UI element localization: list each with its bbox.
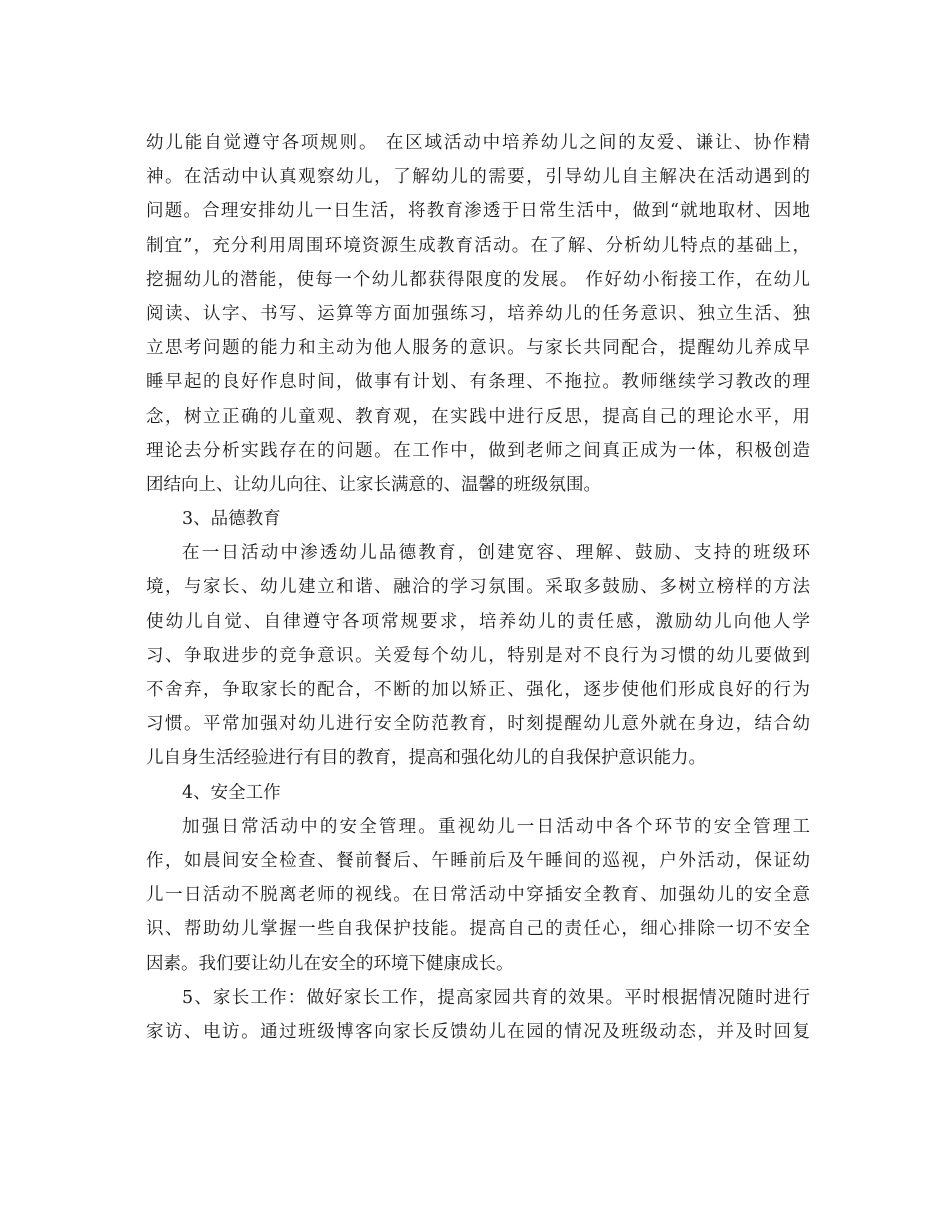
text-line: 挖掘幼儿的潜能，使每一个幼儿都获得限度的发展。 作好幼小衔接工作，在幼儿 [146,269,810,290]
text-line: 因素。我们要让幼儿在安全的环境下健康成长。 [146,953,514,974]
text-line: 儿一日活动不脱离老师的视线。在日常活动中穿插安全教育、加强幼儿的安全意 [146,885,810,906]
text-line: 习、争取进步的竞争意识。关爱每个幼儿，特别是对不良行为习惯的幼儿要做到 [146,645,810,666]
text-line: 神。在活动中认真观察幼儿，了解幼儿的需要，引导幼儿自主解决在活动遇到的 [146,167,810,188]
text-line: 制宜”，充分利用周围环境资源生成教育活动。在了解、分析幼儿特点的基础上， [146,235,810,256]
text-line: 作，如晨间安全检查、餐前餐后、午睡前后及午睡间的巡视，户外活动，保证幼 [146,850,810,871]
text-line: 儿自身生活经验进行有目的教育，提高和强化幼儿的自我保护意识能力。 [146,748,706,769]
text-line: 4、安全工作 [182,782,281,803]
text-line: 念，树立正确的儿童观、教育观，在实践中进行反思，提高自己的理论水平，用 [146,406,810,427]
text-line: 睡早起的良好作息时间，做事有计划、有条理、不拖拉。教师继续学习教改的理 [146,372,810,393]
text-line: 团结向上、让幼儿向往、让家长满意的、温馨的班级氛围。 [146,474,601,495]
text-line: 5、家长工作：做好家长工作，提高家园共育的效果。平时根据情况随时进行 [182,987,810,1008]
text-line: 家访、电访。通过班级博客向家长反馈幼儿在园的情况及班级动态，并及时回复 [146,1021,810,1042]
text-line: 立思考问题的能力和主动为他人服务的意识。与家长共同配合，提醒幼儿养成早 [146,338,810,359]
text-line: 阅读、认字、书写、运算等方面加强练习，培养幼儿的任务意识、独立生活、独 [146,303,810,324]
text-line: 问题。合理安排幼儿一日生活，将教育渗透于日常生活中，做到“就地取材、因地 [146,201,810,222]
text-line: 幼儿能自觉遵守各项规则。 在区域活动中培养幼儿之间的友爱、谦让、协作精 [146,133,810,153]
text-line: 不舍弃，争取家长的配合，不断的加以矫正、强化，逐步使他们形成良好的行为 [146,680,810,700]
text-line: 在一日活动中渗透幼儿品德教育，创建宽容、理解、鼓励、支持的班级环 [182,543,810,564]
text-line: 理论去分析实践存在的问题。在工作中，做到老师之间真正成为一体，积极创造 [146,440,810,461]
text-line: 识、帮助幼儿掌握一些自我保护技能。提高自己的责任心，细心排除一切不安全 [146,919,810,940]
text-line: 习惯。平常加强对幼儿进行安全防范教育，时刻提醒幼儿意外就在身边，结合幼 [146,714,810,735]
text-line: 3、品德教育 [182,509,281,530]
text-line: 加强日常活动中的安全管理。重视幼儿一日活动中各个环节的安全管理工 [182,816,810,837]
text-line: 境，与家长、幼儿建立和谐、融洽的学习氛围。采取多鼓励、多树立榜样的方法 [146,577,810,598]
document-body [146,126,810,1049]
text-line: 使幼儿自觉、自律遵守各项常规要求，培养幼儿的责任感，激励幼儿向他人学 [146,611,810,632]
